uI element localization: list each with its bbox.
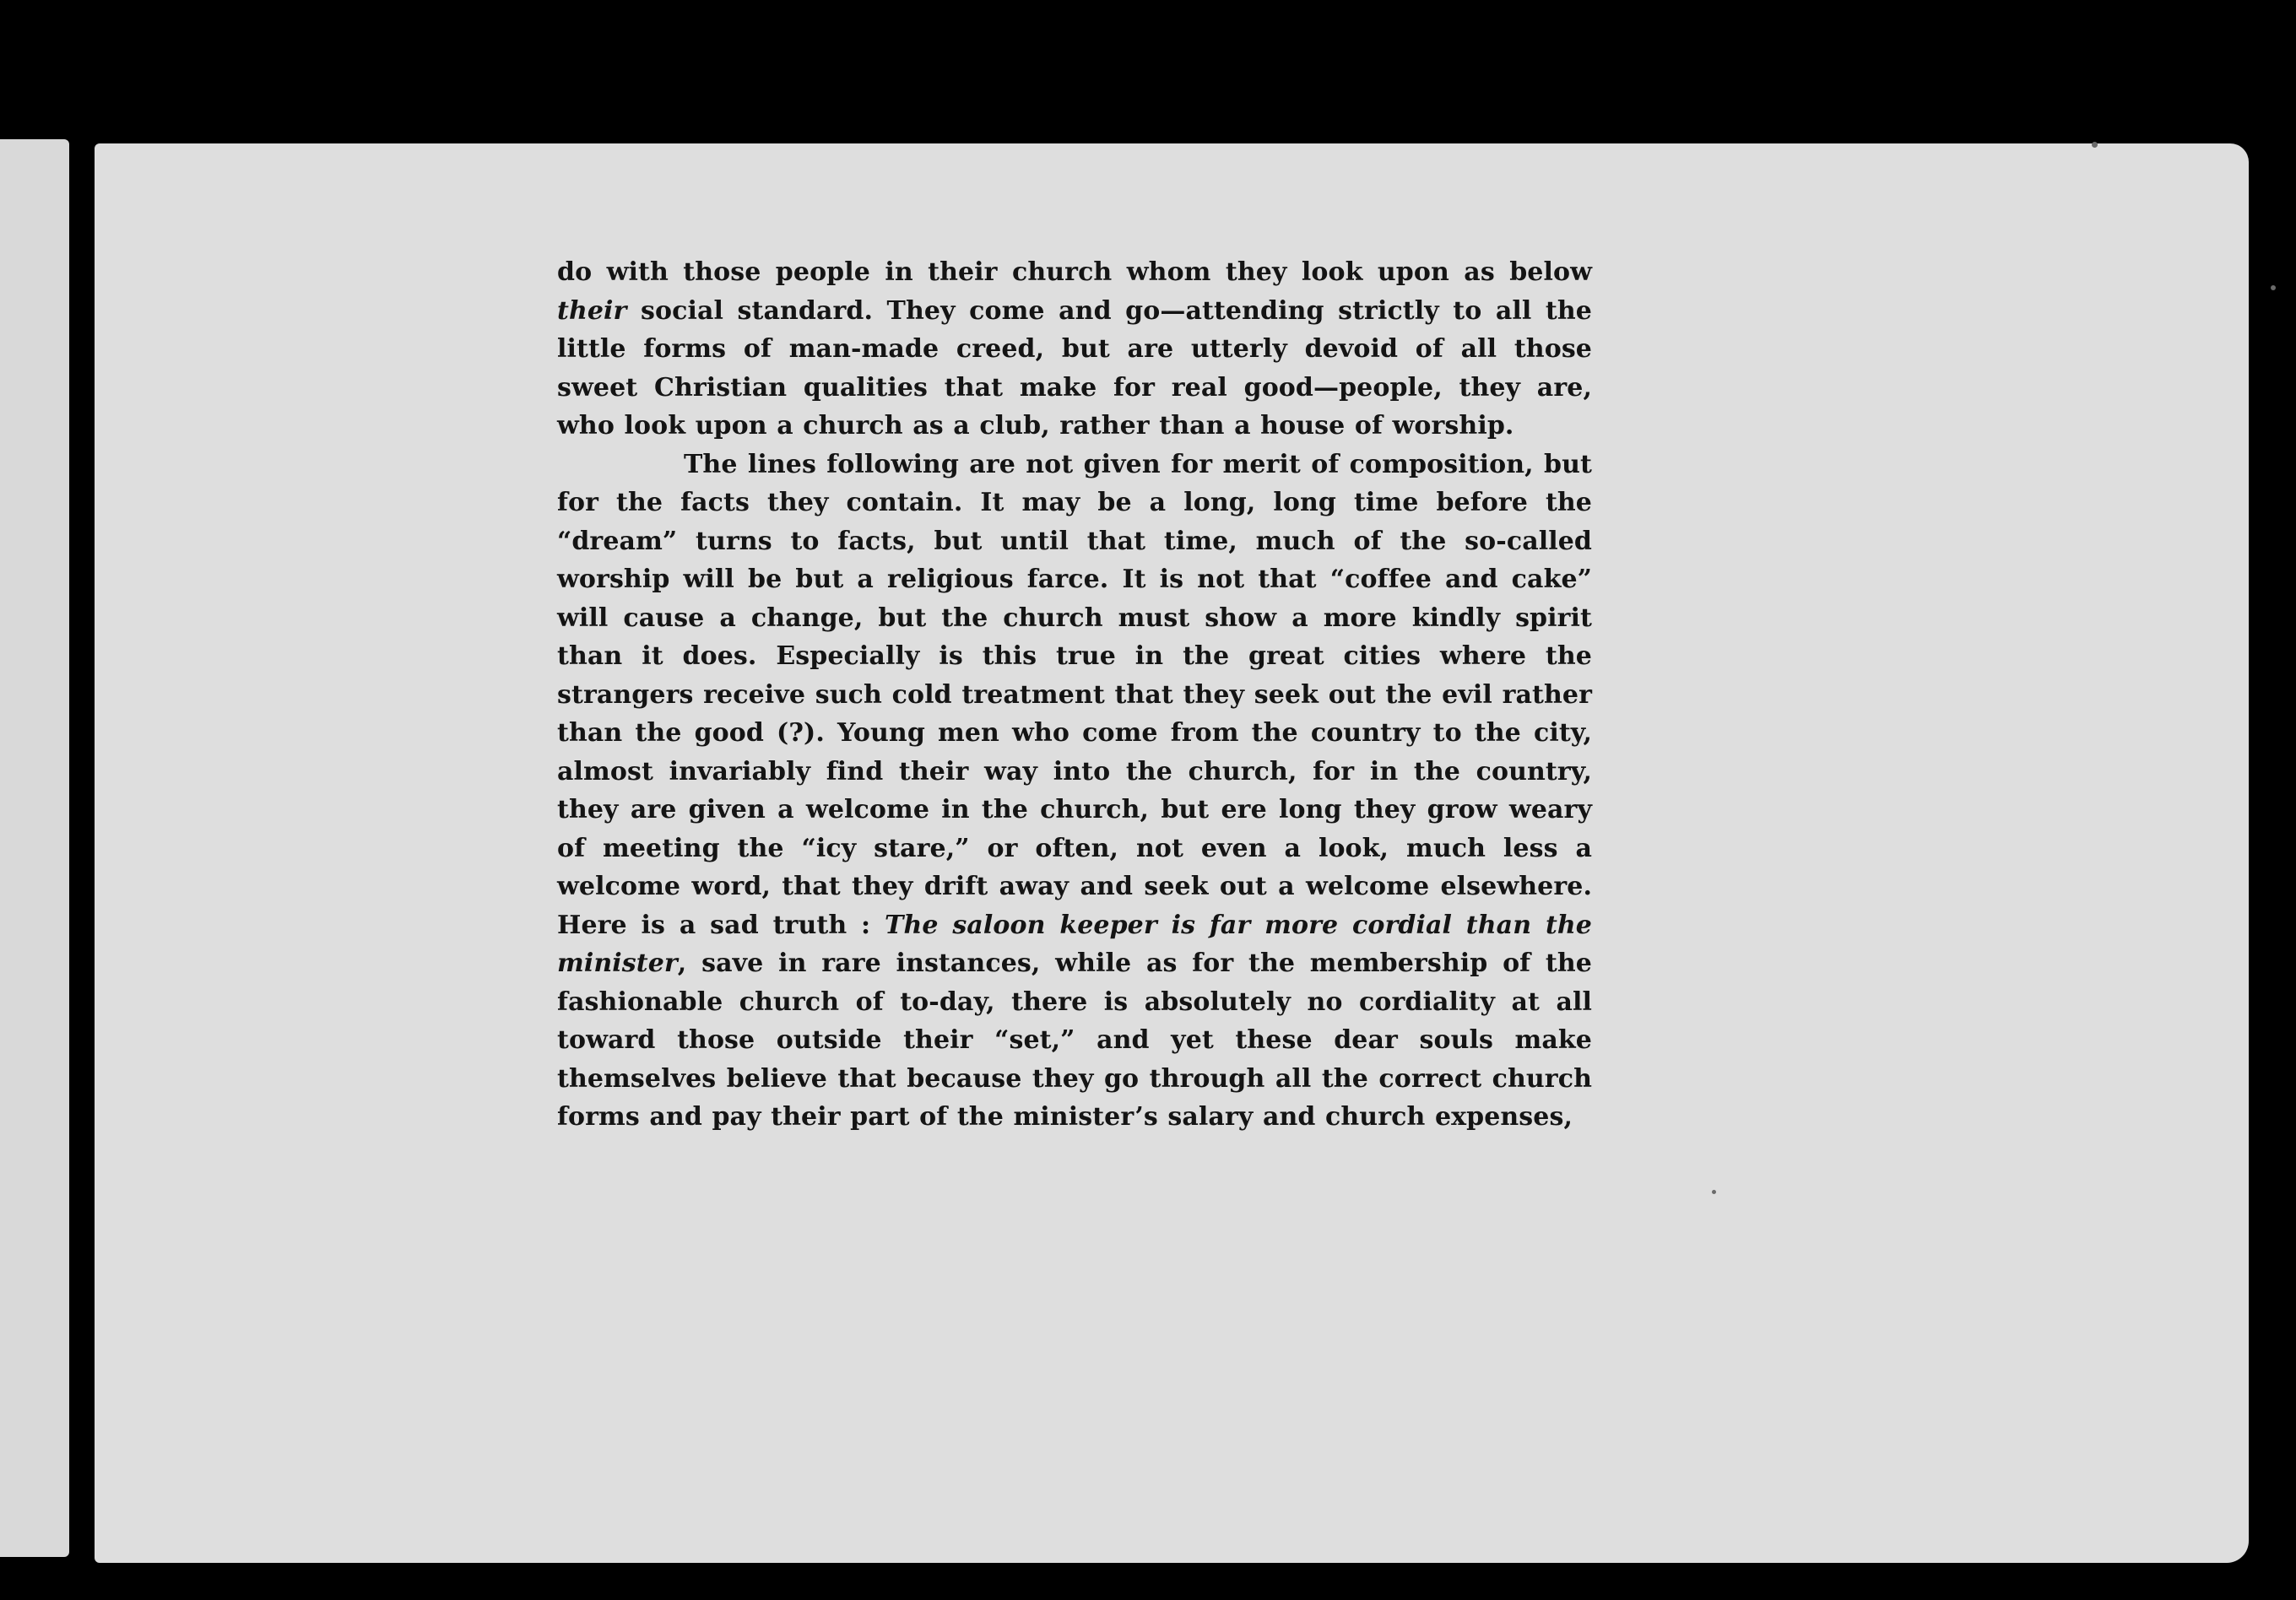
paragraph-1 xyxy=(557,253,1592,446)
italic-segment: their xyxy=(557,295,627,326)
text-segment: do with those people in their church whom they look upon as below xyxy=(557,257,1592,287)
text-segment: The lines following are not given for merit of composition, but for the facts they contain. It may be a long, long time before the “dream” turns to facts, but until that time, much of the so-called worship will be but a religious farce. It is not that “coffee and cake” will cause a change, but the church must show a more kindly spirit than it does. Especially is this true in the great cities where the strangers receive such cold treatment that they seek out the evil rather than the good (?). Young men who come from the country to the city, almost invariably find their way into the church, for in the country, they are given a welcome in the church, but ere long they grow weary of meeting the “icy stare,” or often, not even a look, much less a welcome word, that they drift away and seek out a welcome elsewhere. Here is a sad truth : xyxy=(557,449,1592,940)
body-text xyxy=(557,253,1592,1137)
previous-page-edge xyxy=(0,139,69,1557)
italic-segment: The saloon keeper is far more cordial than the minister xyxy=(557,910,1592,978)
text-segment: social standard. They come and go—attending strictly to all the little forms of man-made creed, but are utterly devoid of all those sweet Christian qualities that make for real good—people, they are, who look upon a church as a club, rather than a house of worship. xyxy=(557,295,1592,441)
scan-speck xyxy=(2092,142,2098,148)
scan-speck xyxy=(2271,285,2276,290)
paragraph-2 xyxy=(557,446,1592,1137)
scan-speck xyxy=(1712,1190,1716,1194)
text-segment: , save in rare instances, while as for the membership of the fashionable church of to-day, there is absolutely no cordiality at all toward those outside their “set,” and yet these dear souls make themselves believe that because they go through all the correct church forms and pay their part of the minister’s salary and church expenses, xyxy=(557,949,1592,1132)
page-gutter xyxy=(69,139,95,1557)
